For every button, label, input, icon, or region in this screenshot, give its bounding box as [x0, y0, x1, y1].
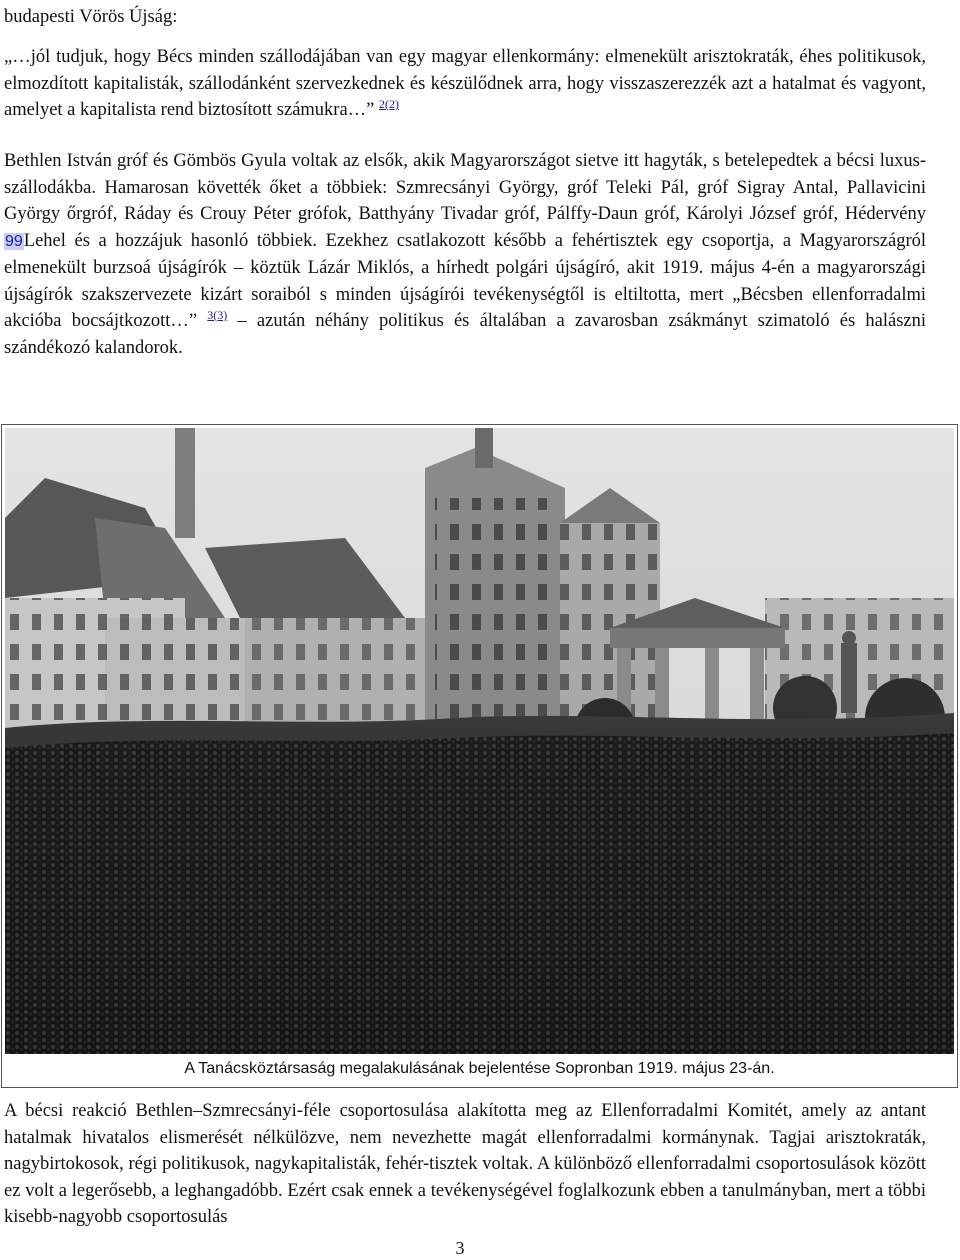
- body-paragraph-2: [4, 1098, 926, 1231]
- footnote-link-3[interactable]: 3(3): [207, 308, 228, 322]
- header-title: budapesti Vörös Újság:: [4, 7, 178, 27]
- page-number: 3: [455, 1238, 465, 1258]
- body1-text-part3: – azután néhány politikus és általában a zavarosban zsákmányt szimatoló és halászni szándékozó kalandorok.: [4, 311, 926, 358]
- quote-text-block: [4, 44, 926, 124]
- figure-caption: A Tanácsköztársaság megalakulásának bejelentése Sopronban 1919. május 23-án.: [184, 1060, 775, 1077]
- figure: [1, 424, 958, 1088]
- historical-photo: [5, 428, 954, 1054]
- body-paragraph-1-text: [4, 148, 926, 361]
- quote-text: „…jól tudjuk, hogy Bécs minden szállodájában van egy magyar ellenkormány: elmenekült arisztokraták, éhes politikusok, elmozdított kapitalisták, szállodánként szervezkednek és készülődnek arra, hogy visszaszerezzék azt a hatalmat és vagyont, amelyet a kapitalista rend biztosított számukra…”: [4, 47, 926, 120]
- quote-paragraph: [4, 44, 926, 124]
- page-marker: 99: [5, 232, 23, 250]
- body-paragraph-1: [4, 148, 926, 361]
- footnote-link-2[interactable]: 2(2): [379, 97, 400, 111]
- body1-text-part1: Bethlen István gróf és Gömbös Gyula voltak az elsők, akik Magyarországot sietve itt hagyták, s betelepedtek a bécsi luxus-szállodákba. Hamarosan követték őket a többiek: Szmrecsányi György, gróf Teleki Pál, gróf Sigray Antal, Pallavicini György őrgróf, Ráday és Crouy Péter grófok, Batthyány Tivadar gróf, Pálffy-Daun gróf, Károlyi József gróf, Hédervény: [4, 151, 926, 224]
- body-paragraph-2-text: A bécsi reakció Bethlen–Szmrecsányi-féle csoportosulása alakította meg az Ellenforradalmi Komitét, amely az antant hatalmak hivatalos elismerését nélkülözve, nem nevezhette magát ellenforradalmi kormánynak. Tagjai arisztokraták, nagybirtokosok, régi politikusok, nagykapitalisták, fehér-tisztek voltak. A különböző ellenforradalmi csoportosulások között ez volt a legerősebb, a leghangadóbb. Ezért csak ennek a tevékenységével foglalkozunk ebben a tanulmányban, mert a többi kisebb-nagyobb csoportosulás: [4, 1101, 926, 1227]
- page-header: [4, 4, 177, 31]
- photo-illustration: [5, 428, 954, 1054]
- body1-text-part2: Lehel és a hozzájuk hasonló többiek. Ezekhez csatlakozott később a fehértisztek egy csoportja, a Magyarországról elmenekült burzsoá újságírók – köztük Lázár Miklós, a hírhedt polgári újságíró, akit 1919. május 4-én a magyarországi újságírók szakszervezete kizárt soraiból s minden újságírói tevékenységtől is eltiltotta, mert „Bécsben ellenforradalmi akcióba bocsájtkozott…”: [4, 230, 926, 331]
